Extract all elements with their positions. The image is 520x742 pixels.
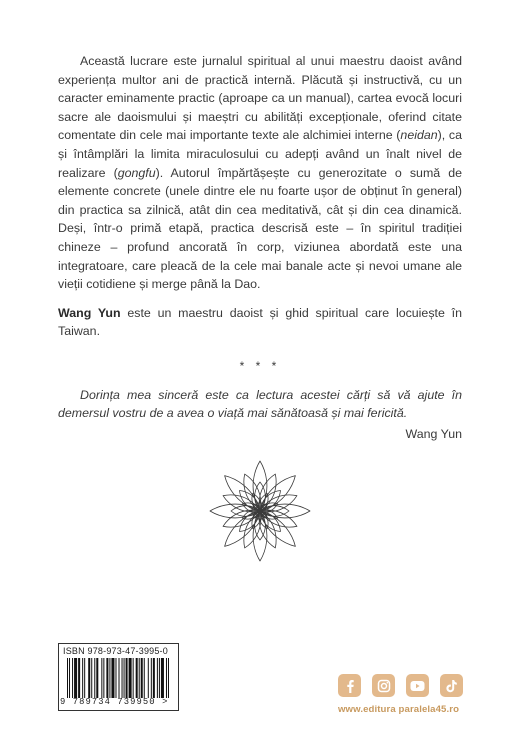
social-links <box>338 674 463 697</box>
description-text-1: Această lucrare este jurnalul spiritual al unui maestru daoist având experiența multor ani de practică internă. Plăcută și instructivă, cu un caracter eminamente practic (aproape ca un manual), cartea evocă locuri sacre ale daoismului și maeștri cu abilități excepționale, oferind citate comentate din cele mai importante texte ale alchimiei interne ( <box>58 54 462 143</box>
barcode <box>67 658 169 698</box>
isbn-barcode-box <box>58 643 179 711</box>
section-separator: * * * <box>239 358 281 373</box>
term-neidan: neidan <box>400 128 438 143</box>
facebook-icon[interactable] <box>338 674 361 697</box>
term-gongfu: gongfu <box>117 165 156 180</box>
youtube-icon[interactable] <box>406 674 429 697</box>
author-name: Wang Yun <box>58 305 121 320</box>
author-bio <box>58 304 462 341</box>
author-quote: Dorința mea sinceră este ca lectura acestei cărți să vă ajute în demersul vostru de a avea o viață mai sănătoasă și mai fericită. <box>58 387 462 421</box>
isbn-label: ISBN 978-973-47-3995-0 <box>63 646 168 656</box>
description-text-2: ), ca și întâmplări la limita miraculosului cu adepți având un înalt nivel de realizare ( <box>58 128 462 180</box>
website-link[interactable]: www.editura paralela45.ro <box>338 704 460 715</box>
description-text-3: ). Autorul împărtășește cu generozitate o sumă de elemente concrete (unele dintre ele nu foarte ușor de obținut în general) din practica sa zilnică, atât din cea meditativă, cât și din cea dinamică. Deși, într-o primă etapă, practica descrisă este – în spiritul tradiției chineze – profund ancorată în corp, viziunea abordată este una integratoare, care pleacă de la cele mai banale acte și nevoi umane ale vieții cotidiene și merge până la Dao. <box>58 165 462 292</box>
instagram-icon[interactable] <box>372 674 395 697</box>
author-bio-text: este un maestru daoist și ghid spiritual care locuiește în Taiwan. <box>58 305 462 339</box>
isbn-digits: 9 789734 739950 > <box>60 697 169 707</box>
description-paragraph <box>58 52 462 294</box>
quote-signature: Wang Yun <box>405 426 462 441</box>
tiktok-icon[interactable] <box>440 674 463 697</box>
mandala-lotus-icon <box>205 456 315 566</box>
back-cover-text <box>58 52 462 443</box>
